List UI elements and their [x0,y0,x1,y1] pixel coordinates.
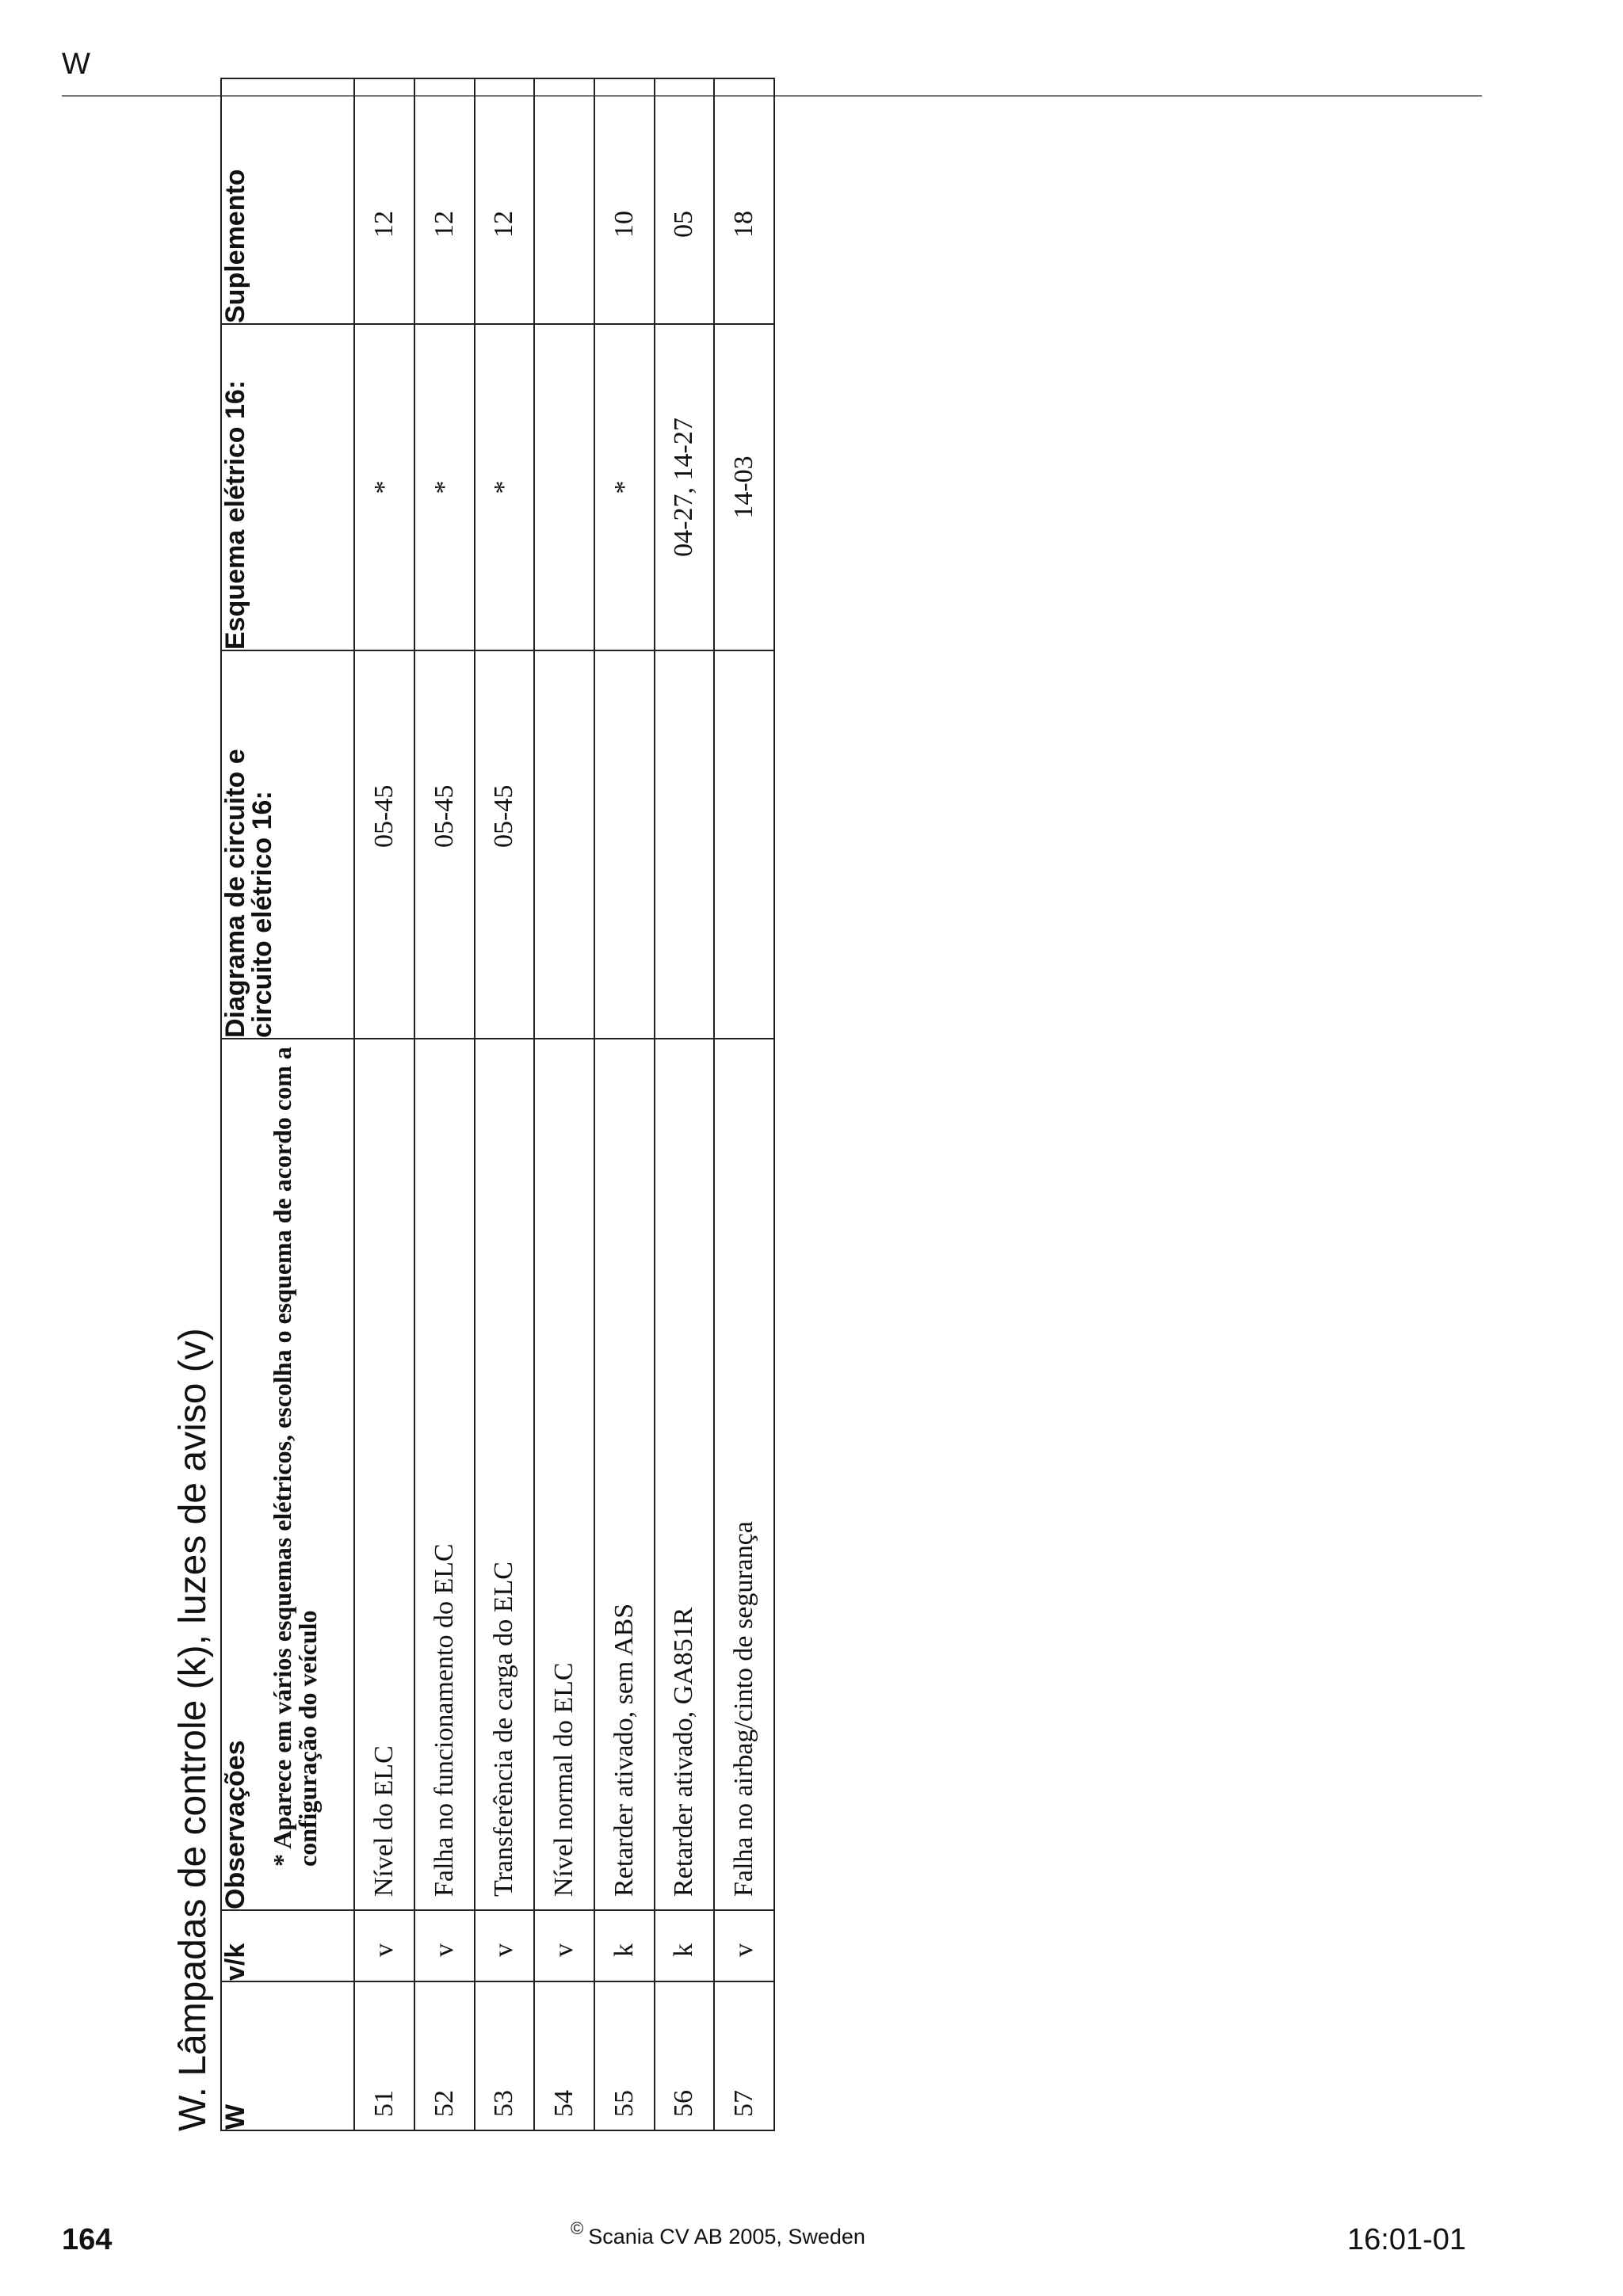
cell-observacoes: Retarder ativado, sem ABS [594,1039,655,1910]
cell-esquema [534,324,594,650]
cell-esquema: * [414,324,475,650]
cell-diagrama [534,650,594,1039]
table-header-row [221,78,354,2130]
col-header-vk: v/k [221,1910,354,1981]
cell-vk: v [714,1910,774,1981]
table-row [414,78,475,2130]
lamps-table [220,78,775,2131]
header-section-letter: W [62,48,90,81]
cell-observacoes: Nível do ELC [354,1039,414,1910]
table-row [475,78,535,2130]
table-row [714,78,774,2130]
cell-suplemento: 12 [414,78,475,324]
cell-w: 52 [414,1981,475,2130]
col-header-observacoes [221,1039,354,1910]
cell-esquema: 14-03 [714,324,774,650]
col-header-suplemento: Suplemento [221,78,354,324]
page-number: 164 [62,2223,113,2256]
col-header-diagrama: Diagrama de circuito e circuito elétrico 16: [221,650,354,1039]
cell-esquema: 04-27, 14-27 [655,324,715,650]
cell-esquema: * [354,324,414,650]
document-code: 16:01-01 [1347,2223,1467,2256]
cell-vk: k [594,1910,655,1981]
cell-diagrama [594,650,655,1039]
cell-w: 56 [655,1981,715,2130]
cell-observacoes: Falha no airbag/cinto de segurança [714,1039,774,1910]
cell-diagrama: 05-45 [475,650,535,1039]
cell-vk: v [475,1910,535,1981]
cell-vk: k [655,1910,715,1981]
cell-w: 53 [475,1981,535,2130]
table-row [354,78,414,2130]
cell-suplemento [534,78,594,324]
col-header-observacoes-label: Observações [220,1740,250,1909]
table-row [655,78,715,2130]
table-row [594,78,655,2130]
cell-diagrama: 05-45 [354,650,414,1039]
cell-w: 51 [354,1981,414,2130]
col-header-w: W [221,1981,354,2130]
cell-suplemento: 12 [475,78,535,324]
cell-vk: v [354,1910,414,1981]
cell-esquema: * [475,324,535,650]
cell-esquema: * [594,324,655,650]
cell-observacoes: Transferência de carga do ELC [475,1039,535,1910]
cell-observacoes: Falha no funcionamento do ELC [414,1039,475,1910]
cell-observacoes: Retarder ativado, GA851R [655,1039,715,1910]
cell-vk: v [534,1910,594,1981]
table-row [534,78,594,2130]
cell-suplemento: 12 [354,78,414,324]
section-title: W. Lâmpadas de controle (k), luzes de aviso (v) [172,1328,214,2131]
cell-diagrama: 05-45 [414,650,475,1039]
cell-suplemento: 18 [714,78,774,324]
copyright-notice [571,2218,865,2248]
copyright-symbol: © [571,2218,584,2238]
col-header-esquema: Esquema elétrico 16: [221,324,354,650]
cell-suplemento: 05 [655,78,715,324]
cell-vk: v [414,1910,475,1981]
cell-w: 54 [534,1981,594,2130]
cell-suplemento: 10 [594,78,655,324]
cell-diagrama [655,650,715,1039]
cell-diagrama [714,650,774,1039]
asterisk-note: * Aparece em vários esquemas elétricos, escolha o esquema de acordo com a configuração do veículo [268,1047,322,1867]
copyright-text: Scania CV AB 2005, Sweden [588,2225,865,2248]
cell-w: 57 [714,1981,774,2130]
rotated-table-block [166,169,759,2131]
cell-observacoes: Nível normal do ELC [534,1039,594,1910]
cell-w: 55 [594,1981,655,2130]
